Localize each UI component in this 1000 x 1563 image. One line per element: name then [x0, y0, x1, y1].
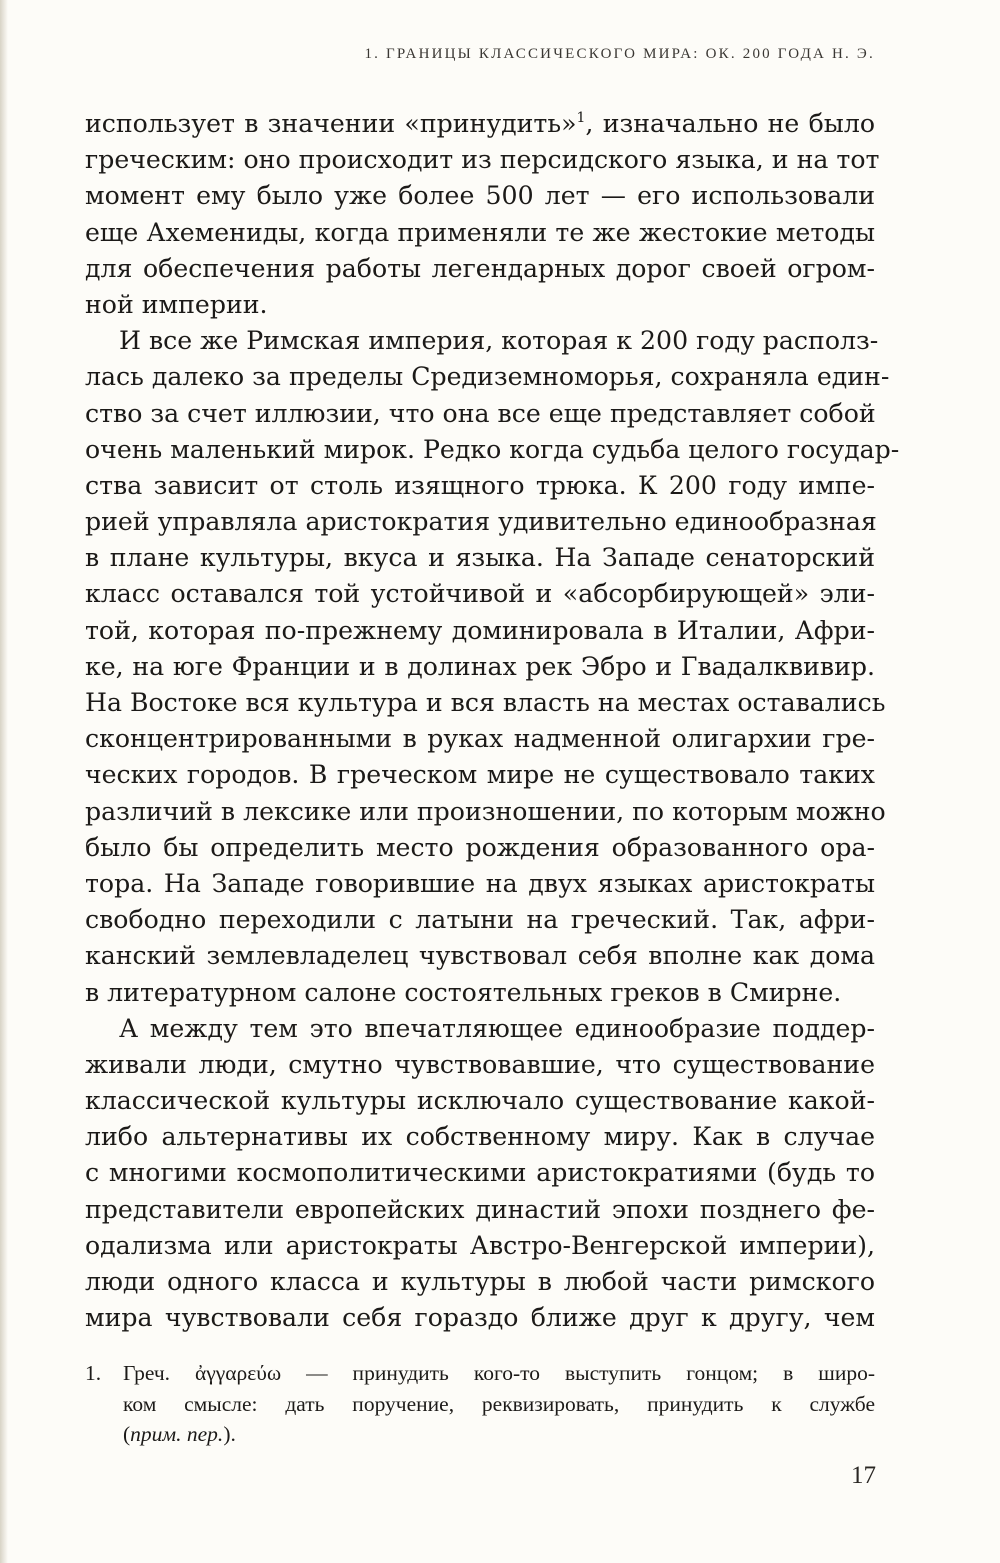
body-text: [85, 106, 900, 1336]
text-line: очень маленький мирок. Редко когда судьба целого государ-: [85, 434, 900, 464]
text-line-part: , изначально не было: [585, 109, 875, 138]
translator-note: прим. пер.: [130, 1422, 224, 1446]
text-line: ке, на юге Франции и в долинах рек Эбро и Гвадалквивир.: [85, 651, 875, 681]
footnote-marker[interactable]: 1: [576, 110, 586, 126]
text-line-part: использует в значении «принудить»: [85, 109, 577, 138]
text-line: [85, 106, 875, 142]
text-line: сконцентрированными в руках надменной олигархии гре-: [85, 724, 875, 754]
text-line: либо альтернативы их собственному миру. Как в случае: [85, 1122, 875, 1152]
text-line: тора. На Западе говорившие на двух языках аристократы: [85, 868, 875, 898]
text-line: представители европейских династий эпохи позднего фе-: [85, 1194, 875, 1224]
text-line: в плане культуры, вкуса и языка. На Западе сенаторский: [85, 543, 875, 573]
running-head: 1. ГРАНИЦЫ КЛАССИЧЕСКОГО МИРА: ОК. 200 ГОДА Н. Э.: [364, 46, 875, 62]
footnote-text: ).: [223, 1422, 236, 1446]
footnote-line: [85, 1358, 875, 1389]
text-line: различий в лексике или произношении, по которым можно: [85, 796, 886, 826]
text-line: для обеспечения работы легендарных дорог своей огром-: [85, 253, 875, 283]
footnote-line: ком смысле: дать поручение, реквизировать, принудить к службе: [123, 1391, 875, 1416]
text-line: класс оставался той устойчивой и «абсорбирующей» эли-: [85, 579, 875, 609]
text-line: канский землевладелец чувствовал себя вполне как дома: [85, 941, 875, 971]
footnote-line: [85, 1419, 875, 1450]
text-line: греческим: оно происходит из персидского языка, и на тот: [85, 145, 880, 175]
text-line: ческих городов. В греческом мире не существовало таких: [85, 760, 875, 790]
page-number: 17: [851, 1462, 876, 1489]
text-line: ство за счет иллюзии, что она все еще представляет собой: [85, 398, 876, 428]
footnote-number: 1.: [85, 1361, 102, 1385]
text-line: еще Ахемениды, когда применяли те же жестокие методы: [85, 217, 875, 247]
text-line: той, которая по-прежнему доминировала в Италии, Афри-: [85, 615, 875, 645]
text-line: классической культуры исключало существование какой-: [85, 1086, 875, 1116]
text-line: А между тем это впечатляющее единообразие поддер-: [119, 1013, 875, 1043]
text-line: в литературном салоне состоятельных греков в Смирне.: [85, 977, 842, 1007]
text-line: На Востоке вся культура и вся власть на местах оставались: [85, 688, 886, 717]
footnote-text: (: [123, 1422, 131, 1446]
text-line: живали люди, смутно чувствовавшие, что существование: [85, 1049, 875, 1079]
text-line: И все же Римская империя, которая к 200 году располз-: [119, 326, 879, 356]
text-line: рией управляла аристократия удивительно единообразная: [85, 507, 877, 537]
text-line: момент ему было уже более 500 лет — его использовали: [85, 181, 875, 211]
text-line: ства зависит от столь изящного трюка. К 200 году импе-: [85, 470, 875, 500]
text-line: мира чувствовали себя гораздо ближе друг к другу, чем: [85, 1303, 875, 1333]
footnote-text: Греч. ἀγγαρεύω — принудить кого-то выступить гонцом; в широ-: [123, 1361, 875, 1385]
footnote: [85, 1358, 875, 1450]
text-line: было бы определить место рождения образованного ора-: [85, 832, 875, 862]
text-line: одализма или аристократы Австро-Венгерской империи),: [85, 1230, 875, 1260]
text-line: лась далеко за пределы Средиземноморья, сохраняла един-: [85, 362, 890, 392]
text-line: люди одного класса и культуры в любой части римского: [85, 1267, 875, 1296]
page-spine-edge: [0, 0, 8, 1563]
text-line: с многими космополитическими аристократиями (будь то: [85, 1158, 875, 1188]
text-line: ной империи.: [85, 289, 268, 319]
text-line: свободно переходили с латыни на греческий. Так, афри-: [85, 905, 875, 935]
